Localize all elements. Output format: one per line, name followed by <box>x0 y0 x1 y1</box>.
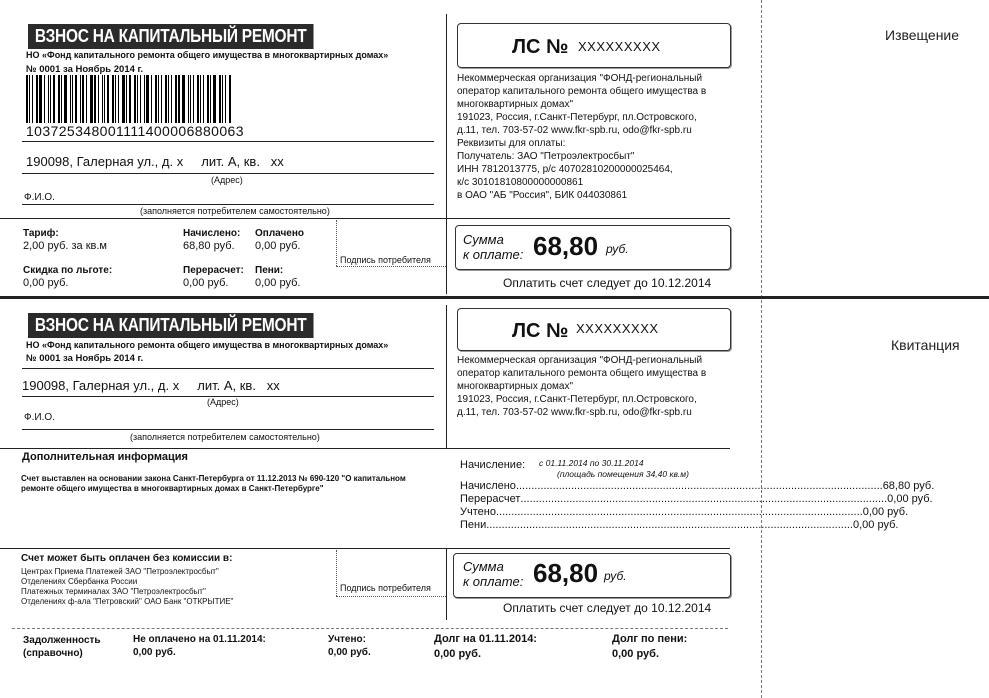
notice-rule <box>22 141 434 142</box>
receipt-address: 190098, Галерная ул., д. х лит. А, кв. хх <box>22 378 280 393</box>
barcode-bar <box>48 75 49 123</box>
barcode-bar <box>44 75 45 123</box>
receipt-header: ВЗНОС НА КАПИТАЛЬНЫЙ РЕМОНТ <box>28 313 313 338</box>
signature-box <box>336 596 446 597</box>
receipt-rule <box>0 448 730 449</box>
barcode-bar <box>165 75 167 123</box>
barcode-bar <box>222 75 223 123</box>
barcode-bar <box>190 75 191 123</box>
calc-row <box>460 506 909 518</box>
barcode-bar <box>112 75 114 123</box>
commission-line: Платежных терминалах ЗАО "Петроэлектросбыт" <box>21 587 206 596</box>
receipt-side-title: Квитанция <box>891 337 960 353</box>
barcode-bar <box>168 75 169 123</box>
debt-separator <box>12 628 728 629</box>
recalc-label: Перерасчет: <box>183 265 244 276</box>
signature-box <box>336 220 337 266</box>
barcode-bar <box>122 75 125 123</box>
notice-side-title: Извещение <box>885 27 960 43</box>
barcode-bar <box>61 75 62 123</box>
notice-column-divider <box>446 14 447 294</box>
calc-row <box>460 493 933 505</box>
barcode-bar <box>90 75 93 123</box>
calc-row-label: Начислено <box>460 480 516 492</box>
account-label: ЛС № <box>512 320 569 342</box>
notice-org-line: НО «Фонд капитального ремонта общего имущества в многоквартирных домах» <box>26 50 389 60</box>
dot-leader: ........................................................................................................................ <box>495 506 863 518</box>
calc-row-value: 68,80 руб. <box>882 480 935 492</box>
debt-date-label: Долг на 01.11.2014: <box>434 633 537 645</box>
notice-barcode-number: 103725348001111400006880063 <box>26 123 244 139</box>
barcode-bar <box>178 75 180 123</box>
receipt-address-caption: (Адрес) <box>207 397 239 407</box>
notice-rule <box>446 218 730 219</box>
calc-row <box>460 480 935 492</box>
dot-leader: ........................................................................................................................ <box>515 480 883 492</box>
barcode-bar <box>175 75 177 123</box>
barcode-bar <box>64 75 67 123</box>
receipt-number-line: № 0001 за Ноябрь 2014 г. <box>26 353 144 364</box>
barcode-bar <box>82 75 84 123</box>
penalty-value: 0,00 руб. <box>255 277 301 289</box>
penalty-label: Пени: <box>255 265 284 276</box>
barcode-bar <box>53 75 55 123</box>
notice-address-caption: (Адрес) <box>211 175 243 185</box>
sum-label: Сумма к оплате: <box>463 559 524 589</box>
calc-label: Начисление: <box>460 459 526 471</box>
barcode-bar <box>219 75 221 123</box>
sum-currency: руб. <box>606 242 629 256</box>
calc-row <box>460 519 899 531</box>
receipt-due-date: Оплатить счет следует до 10.12.2014 <box>503 601 712 615</box>
receipt-rule <box>22 368 434 369</box>
barcode-bar <box>155 75 157 123</box>
calc-period: с 01.11.2014 по 30.11.2014 <box>539 458 644 468</box>
barcode-bar <box>200 75 201 123</box>
barcode-bar <box>225 75 226 123</box>
barcode-bar <box>32 75 33 123</box>
barcode-bar <box>144 75 145 123</box>
notice-header: ВЗНОС НА КАПИТАЛЬНЫЙ РЕМОНТ <box>28 24 313 49</box>
barcode-bar <box>207 75 209 123</box>
barcode-bar <box>129 75 131 123</box>
notice-barcode <box>26 75 276 123</box>
barcode-bar <box>146 75 149 123</box>
receipt-org-line: НО «Фонд капитального ремонта общего имущества в многоквартирных домах» <box>26 340 389 350</box>
receipt-fio-label: Ф.И.О. <box>24 412 55 423</box>
unpaid-label: Не оплачено на 01.11.2014: <box>133 634 266 645</box>
calc-row-value: 0,00 руб. <box>862 506 909 518</box>
notice-rule <box>22 173 434 174</box>
notice-sum-box <box>455 225 731 270</box>
calc-row-label: Перерасчет <box>460 493 521 505</box>
notice-fio-label: Ф.И.О. <box>24 192 55 203</box>
barcode-bar <box>161 75 162 123</box>
extra-info-title: Дополнительная информация <box>22 451 188 463</box>
calc-row-value: 0,00 руб. <box>853 519 899 531</box>
discount-label: Скидка по льготе: <box>23 265 113 276</box>
charged-label: Начислено: <box>183 228 241 239</box>
notice-rule <box>22 204 434 205</box>
barcode-bar <box>171 75 172 123</box>
barcode-bar <box>72 75 73 123</box>
barcode-bar <box>126 75 127 123</box>
signature-box <box>336 550 337 596</box>
barcode-bar <box>104 75 105 123</box>
barcode-bar <box>107 75 109 123</box>
sum-label: Сумма к оплате: <box>463 232 524 262</box>
barcode-bar <box>182 75 185 123</box>
notice-signature-caption: Подпись потребителя <box>340 255 431 265</box>
notice-org-details: Некоммерческая организация "ФОНД-региональный оператор капитального ремонта общего имущества в многоквартирных домах" 191023, Россия, г.Санкт-Петербург, пл.Островского, д.11, тел. 703-57-02 www.fkr-spb.ru, odo@fkr-spb.ru Реквизиты для оплаты: Получатель: ЗАО "Петроэлектросбыт" ИНН 7812013775, р/с 40702810200000025464, к/с 30101810800000000861 в ОАО "АБ "Россия", БИК 044030861 <box>457 73 707 201</box>
barcode-bar <box>193 75 194 123</box>
paid-value: 0,00 руб. <box>255 240 301 252</box>
account-label: ЛС № <box>512 36 569 58</box>
commission-line: Центрах Приема Платежей ЗАО "Петроэлектросбыт" <box>21 567 219 576</box>
account-number: XXXXXXXXX <box>576 321 659 336</box>
receipt-fio-caption: (заполняется потребителем самостоятельно) <box>130 432 320 442</box>
receipt-column-divider <box>446 305 447 449</box>
notice-account-box <box>457 23 731 68</box>
counted-value: 0,00 руб. <box>328 647 371 658</box>
barcode-bar <box>151 75 152 123</box>
barcode-bar <box>50 75 51 123</box>
barcode-bar <box>80 75 81 123</box>
sum-value: 68,80 <box>533 231 599 261</box>
barcode-bar <box>75 75 77 123</box>
paid-label: Оплачено <box>255 228 304 239</box>
signature-box <box>336 266 446 267</box>
counted-label: Учтено: <box>328 634 366 645</box>
barcode-bar <box>58 75 60 123</box>
barcode-bar <box>118 75 119 123</box>
receipt-rule <box>0 548 730 549</box>
barcode-bar <box>137 75 138 123</box>
notice-rule <box>0 218 446 219</box>
tariff-value: 2,00 руб. за кв.м <box>23 240 107 252</box>
recalc-value: 0,00 руб. <box>183 277 229 289</box>
notice-number-line: № 0001 за Ноябрь 2014 г. <box>26 64 144 75</box>
calc-area: (площадь помещения 34,40 кв.м) <box>557 469 689 479</box>
notice-fio-caption: (заполняется потребителем самостоятельно) <box>140 206 330 216</box>
sum-value: 68,80 <box>533 558 599 588</box>
receipt-signature-caption: Подпись потребителя <box>340 583 431 593</box>
barcode-bar <box>29 75 30 123</box>
receipt-column-divider <box>446 548 447 620</box>
receipt-account-box <box>457 308 731 351</box>
debt-penalty-value: 0,00 руб. <box>612 648 660 660</box>
barcode-bar <box>115 75 116 123</box>
barcode-bar <box>134 75 136 123</box>
unpaid-value: 0,00 руб. <box>133 647 176 658</box>
discount-value: 0,00 руб. <box>23 277 69 289</box>
barcode-bar <box>213 75 216 123</box>
barcode-bar <box>102 75 103 123</box>
debt-penalty-label: Долг по пени: <box>612 633 688 645</box>
barcode-bar <box>210 75 211 123</box>
receipt-rule <box>22 429 434 430</box>
charged-value: 68,80 руб. <box>183 240 235 252</box>
debt-label: Задолженность (справочно) <box>23 635 101 659</box>
section-divider <box>0 296 989 299</box>
barcode-bar <box>229 75 231 123</box>
barcode-bar <box>26 75 28 123</box>
commission-line: Отделениях ф-ала "Петровский" ОАО Банк "ОТКРЫТИЕ" <box>21 597 234 606</box>
notice-address: 190098, Галерная ул., д. х лит. А, кв. хх <box>26 154 284 169</box>
account-number: XXXXXXXXX <box>578 39 661 54</box>
dot-leader: ........................................................................................................................ <box>486 519 853 531</box>
receipt-org-details: Некоммерческая организация "ФОНД-региональный оператор капитального ремонта общего имущества в многоквартирных домах" 191023, Россия, г.Санкт-Петербург, пл.Островского, д.11, тел. 703-57-02 www.fkr-spb.ru, odo@fkr-spb.ru <box>457 355 707 418</box>
barcode-bar <box>158 75 159 123</box>
cut-line-vertical <box>761 0 762 698</box>
receipt-sum-box <box>453 553 731 598</box>
commission-line: Отделениях Сбербанка России <box>21 577 138 586</box>
barcode-bar <box>94 75 96 123</box>
notice-due-date: Оплатить счет следует до 10.12.2014 <box>503 276 712 290</box>
sum-currency: руб. <box>604 569 627 583</box>
debt-date-value: 0,00 руб. <box>434 648 482 660</box>
barcode-bar <box>140 75 141 123</box>
barcode-bar <box>197 75 199 123</box>
barcode-bar <box>86 75 87 123</box>
barcode-bar <box>39 75 42 123</box>
barcode-bar <box>203 75 204 123</box>
commission-title: Счет может быть оплачен без комиссии в: <box>21 553 233 564</box>
barcode-bar <box>36 75 38 123</box>
tariff-label: Тариф: <box>23 228 59 239</box>
extra-info-text: Счет выставлен на основании закона Санкт-Петербурга от 11.12.2013 № 690-120 "О капитальном ремонте общего имущества в многоквартирных домах в Санкт-Петербурге" <box>21 474 406 493</box>
dot-leader: ........................................................................................................................ <box>520 493 888 505</box>
calc-row-label: Пени <box>460 519 487 531</box>
calc-row-value: 0,00 руб. <box>887 493 933 505</box>
calc-row-label: Учтено <box>460 506 496 518</box>
barcode-bar <box>98 75 99 123</box>
barcode-bar <box>188 75 189 123</box>
barcode-bar <box>70 75 71 123</box>
